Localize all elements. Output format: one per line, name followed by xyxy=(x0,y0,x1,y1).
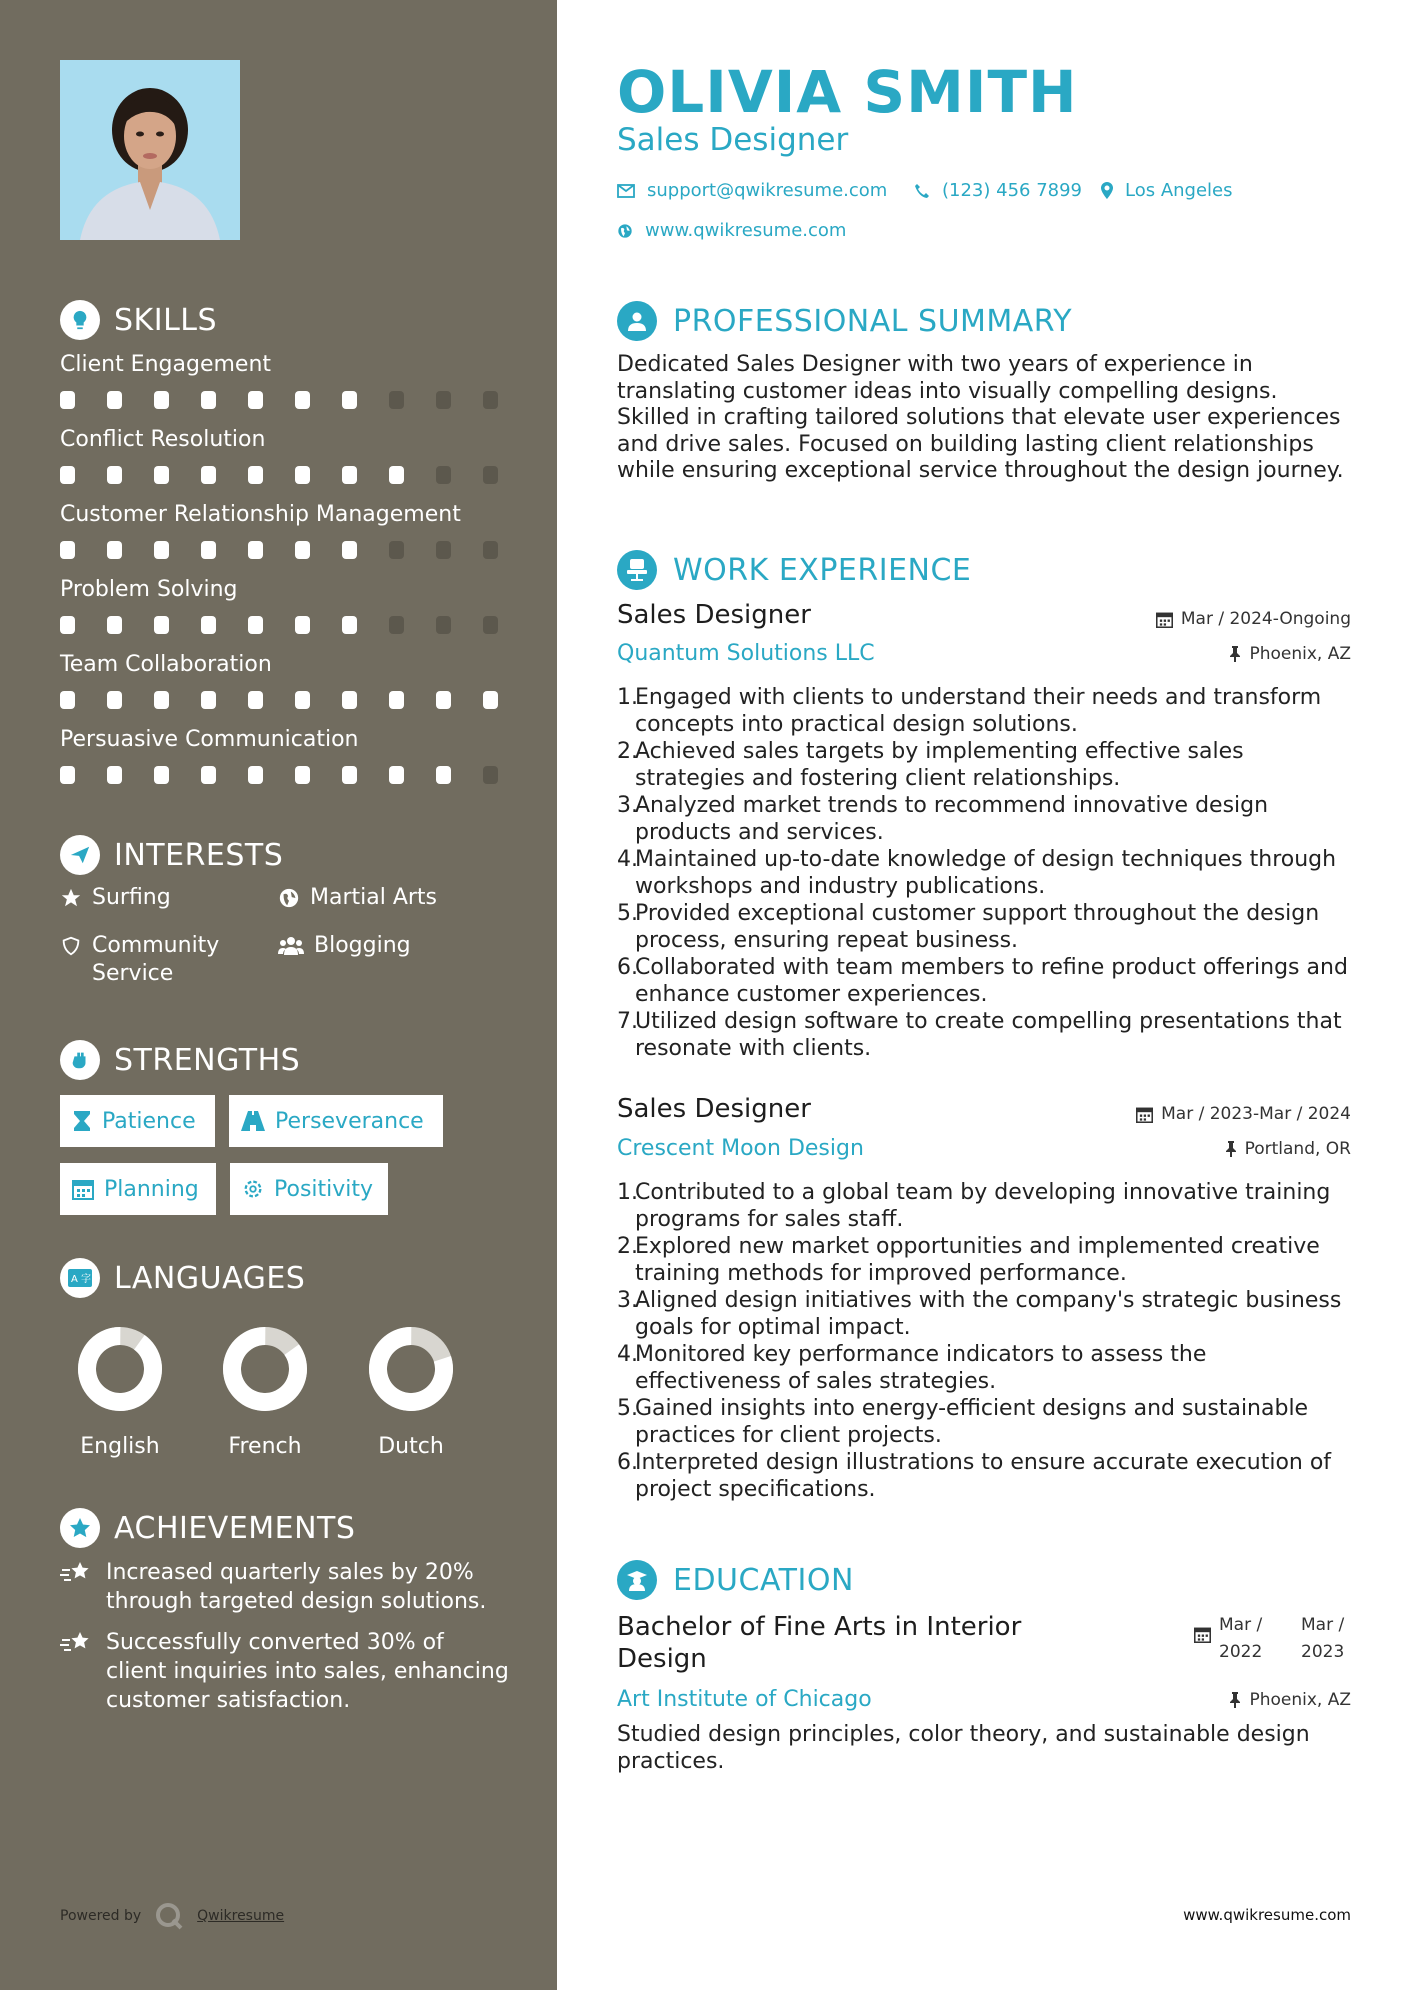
skill-dot xyxy=(154,616,169,634)
skill-dot xyxy=(107,466,122,484)
job-location: Portland, OR xyxy=(1225,1139,1351,1159)
strength-tag: Planning xyxy=(60,1163,216,1215)
school-name: Art Institute of Chicago xyxy=(617,1687,872,1712)
skill-name: Conflict Resolution xyxy=(60,427,266,452)
skill-dot xyxy=(436,541,451,559)
trophy-star-icon xyxy=(60,1508,100,1548)
skill-rating xyxy=(60,391,530,409)
skill-dot xyxy=(342,691,357,709)
profile-photo xyxy=(60,60,240,240)
globe-icon xyxy=(278,887,300,909)
bullet-number: 5. xyxy=(617,901,638,926)
skill-dot xyxy=(248,616,263,634)
bullet-text: Engaged with clients to understand their needs and transform concepts into practical design solutions. xyxy=(635,685,1322,737)
achievement-item: Increased quarterly sales by 20% through targeted design solutions. xyxy=(60,1558,510,1616)
bullet-number: 3. xyxy=(617,793,638,818)
bullet-text: Aligned design initiatives with the company's strategic business goals for optimal impact. xyxy=(635,1288,1342,1340)
skill-dot xyxy=(483,766,498,784)
bullet-text: Utilized design software to create compelling presentations that resonate with clients. xyxy=(635,1009,1342,1061)
skill-dot xyxy=(483,391,498,409)
skill-rating xyxy=(60,466,530,484)
skill-rating xyxy=(60,541,530,559)
chair-icon xyxy=(617,550,657,590)
bullet-number: 2. xyxy=(617,1234,638,1259)
bullet-text: Interpreted design illustrations to ensure accurate execution of project specifications. xyxy=(635,1450,1332,1502)
skill-dot xyxy=(60,691,75,709)
skill-dot xyxy=(483,466,498,484)
skill-dot xyxy=(389,391,404,409)
skill-dot xyxy=(342,466,357,484)
lightbulb-icon xyxy=(60,300,100,340)
map-marker-icon xyxy=(1101,182,1113,199)
language-level-ring xyxy=(368,1326,454,1412)
language-item: French xyxy=(205,1326,325,1459)
calendar-icon xyxy=(1156,611,1173,628)
calendar-icon xyxy=(1136,1106,1153,1123)
job-bullet xyxy=(617,1008,1351,1062)
skill-dot xyxy=(154,466,169,484)
language-ring-fill xyxy=(77,1326,163,1412)
interest-item: Martial Arts xyxy=(278,884,437,912)
strength-tag: Perseverance xyxy=(229,1095,443,1147)
skill-dot xyxy=(248,466,263,484)
skill-name: Problem Solving xyxy=(60,577,238,602)
job-bullet xyxy=(617,738,1351,792)
language-item: English xyxy=(60,1326,180,1459)
job-dates: Mar / 2024-Ongoing xyxy=(1156,609,1351,629)
envelope-icon xyxy=(617,184,635,198)
bullet-text: Maintained up-to-date knowledge of design techniques through workshops and industry publications. xyxy=(635,847,1337,899)
education-location: Phoenix, AZ xyxy=(1229,1690,1351,1710)
skill-dot xyxy=(107,766,122,784)
skill-dot xyxy=(60,391,75,409)
job-bullet xyxy=(617,846,1351,900)
skill-dot xyxy=(295,616,310,634)
skill-dot xyxy=(483,616,498,634)
skill-dot xyxy=(248,541,263,559)
skill-dot xyxy=(154,766,169,784)
svg-text:A: A xyxy=(71,1274,78,1285)
skill-dot xyxy=(60,466,75,484)
bullet-text: Gained insights into energy-efficient designs and sustainable practices for client projects. xyxy=(635,1396,1309,1448)
skill-dot xyxy=(60,766,75,784)
education-heading: EDUCATION xyxy=(617,1560,854,1600)
achievement-item: Successfully converted 30% of client inquiries into sales, enhancing customer satisfaction. xyxy=(60,1628,510,1715)
gear-icon xyxy=(242,1178,264,1200)
skill-dot xyxy=(107,391,122,409)
education-description: Studied design principles, color theory, and sustainable design practices. xyxy=(617,1722,1310,1774)
svg-text:字: 字 xyxy=(81,1274,91,1285)
skill-dot xyxy=(201,466,216,484)
contact-phone[interactable]: (123) 456 7899 xyxy=(914,180,1082,201)
languages-heading: A 字 LANGUAGES xyxy=(60,1258,305,1298)
skill-dot xyxy=(436,466,451,484)
job-location: Phoenix, AZ xyxy=(1229,644,1351,664)
language-level-ring xyxy=(77,1326,163,1412)
skill-rating xyxy=(60,616,530,634)
calendar-icon xyxy=(1194,1626,1211,1643)
skill-dot xyxy=(342,616,357,634)
skill-dot xyxy=(154,391,169,409)
skill-name: Customer Relationship Management xyxy=(60,502,461,527)
job-bullets xyxy=(617,1179,1351,1503)
bullet-number: 4. xyxy=(617,1342,638,1367)
bullet-number: 4. xyxy=(617,847,638,872)
skill-dot xyxy=(483,691,498,709)
candidate-name: OLIVIA SMITH xyxy=(617,58,1078,126)
bullet-text: Explored new market opportunities and implemented creative training methods for improved performance. xyxy=(635,1234,1320,1286)
users-icon xyxy=(278,935,304,957)
hourglass-icon xyxy=(72,1110,92,1132)
job-bullet xyxy=(617,900,1351,954)
language-level-ring xyxy=(222,1326,308,1412)
skill-rating xyxy=(60,766,530,784)
sidebar xyxy=(0,0,557,1990)
skill-dot xyxy=(201,391,216,409)
graduate-icon xyxy=(617,1560,657,1600)
bullet-text: Analyzed market trends to recommend innovative design products and services. xyxy=(635,793,1269,845)
skill-dot xyxy=(201,616,216,634)
skill-dot xyxy=(436,691,451,709)
star-icon xyxy=(60,887,82,909)
powered-by: Powered by Qwikresume xyxy=(60,1902,284,1930)
skill-dot xyxy=(389,616,404,634)
language-item: Dutch xyxy=(351,1326,471,1459)
road-icon xyxy=(241,1111,265,1131)
degree-title: Bachelor of Fine Arts in Interior Design xyxy=(617,1612,1022,1674)
skill-dot xyxy=(154,691,169,709)
job-bullet xyxy=(617,792,1351,846)
bullet-text: Collaborated with team members to refine product offerings and enhance customer experiences. xyxy=(635,955,1348,1007)
skill-dot xyxy=(295,766,310,784)
skill-dot xyxy=(60,616,75,634)
skill-dot xyxy=(389,541,404,559)
bullet-number: 2. xyxy=(617,739,638,764)
candidate-role: Sales Designer xyxy=(617,122,849,158)
bullet-text: Contributed to a global team by developing innovative training programs for sales staff. xyxy=(635,1180,1331,1232)
skill-name: Client Engagement xyxy=(60,352,272,377)
skill-dot xyxy=(201,691,216,709)
contact-location: Los Angeles xyxy=(1101,180,1233,201)
job-bullets xyxy=(617,684,1351,1062)
skill-rating xyxy=(60,691,530,709)
job-dates: Mar / 2023-Mar / 2024 xyxy=(1136,1104,1351,1124)
job-bullet xyxy=(617,684,1351,738)
job-bullet xyxy=(617,1449,1351,1503)
achievements-heading: ACHIEVEMENTS xyxy=(60,1508,355,1548)
qwikresume-logo-icon xyxy=(155,1902,183,1930)
bullet-number: 6. xyxy=(617,1450,638,1475)
qwikresume-link[interactable]: Qwikresume xyxy=(197,1908,285,1924)
strength-tag: Positivity xyxy=(230,1163,388,1215)
summary-heading: PROFESSIONAL SUMMARY xyxy=(617,301,1072,341)
skill-name: Persuasive Communication xyxy=(60,727,359,752)
skill-dot xyxy=(295,541,310,559)
interest-item: Community Service xyxy=(60,932,250,988)
skill-dot xyxy=(248,766,263,784)
bullet-text: Achieved sales targets by implementing effective sales strategies and fostering client relationships. xyxy=(635,739,1244,791)
job-title: Sales Designer xyxy=(617,1094,811,1124)
phone-icon xyxy=(914,183,930,199)
footer-website[interactable]: www.qwikresume.com xyxy=(1183,1906,1351,1924)
bullet-number: 1. xyxy=(617,1180,638,1205)
bullet-number: 6. xyxy=(617,955,638,980)
user-icon xyxy=(617,301,657,341)
experience-heading: WORK EXPERIENCE xyxy=(617,550,971,590)
job-bullet xyxy=(617,1233,1351,1287)
job-bullet xyxy=(617,954,1351,1008)
pushpin-icon xyxy=(1229,1692,1241,1708)
skill-dot xyxy=(107,541,122,559)
skill-dot xyxy=(154,541,169,559)
skill-dot xyxy=(389,466,404,484)
language-ring-fill xyxy=(222,1326,308,1412)
language-icon xyxy=(60,1258,100,1298)
globe-icon xyxy=(617,223,633,239)
skill-name: Team Collaboration xyxy=(60,652,272,677)
skill-dot xyxy=(60,541,75,559)
skill-dot xyxy=(201,766,216,784)
summary-text: Dedicated Sales Designer with two years of experience in translating customer ideas into visually compelling designs. Skilled in crafting tailored solutions that elevate user experiences and drive sales. Focused on building lasting client relationships while ensuring exceptional service throughout the design journey. xyxy=(617,352,1344,483)
skill-dot xyxy=(107,616,122,634)
skill-dot xyxy=(436,766,451,784)
skill-dot xyxy=(295,466,310,484)
contact-email[interactable]: support@qwikresume.com xyxy=(617,180,887,201)
shooting-star-icon xyxy=(60,1560,92,1586)
job-bullet xyxy=(617,1341,1351,1395)
strength-tag: Patience xyxy=(60,1095,215,1147)
pushpin-icon xyxy=(1229,646,1241,662)
bullet-number: 7. xyxy=(617,1009,638,1034)
skill-dot xyxy=(342,541,357,559)
skill-dot xyxy=(248,691,263,709)
shield-icon xyxy=(60,935,82,957)
interest-item: Surfing xyxy=(60,884,171,912)
paper-plane-icon xyxy=(60,835,100,875)
job-bullet xyxy=(617,1395,1351,1449)
interest-item: Blogging xyxy=(278,932,411,960)
job-bullet xyxy=(617,1287,1351,1341)
education-dates: Mar / 2022 Mar / 2023 xyxy=(1194,1612,1351,1666)
calendar-icon xyxy=(72,1178,94,1200)
bullet-number: 1. xyxy=(617,685,638,710)
interests-heading: INTERESTS xyxy=(60,835,283,875)
skill-dot xyxy=(389,691,404,709)
skill-dot xyxy=(436,391,451,409)
skill-dot xyxy=(436,616,451,634)
skill-dot xyxy=(483,541,498,559)
skill-dot xyxy=(342,766,357,784)
bullet-text: Monitored key performance indicators to assess the effectiveness of sales strategies. xyxy=(635,1342,1207,1394)
strengths-heading: STRENGTHS xyxy=(60,1040,300,1080)
skills-heading: SKILLS xyxy=(60,300,217,340)
bullet-text: Provided exceptional customer support throughout the design process, ensuring repeat business. xyxy=(635,901,1320,953)
job-bullet xyxy=(617,1179,1351,1233)
fist-icon xyxy=(60,1040,100,1080)
contact-website[interactable]: www.qwikresume.com xyxy=(617,220,846,241)
job-company: Quantum Solutions LLC xyxy=(617,641,875,666)
bullet-number: 5. xyxy=(617,1396,638,1421)
bullet-number: 3. xyxy=(617,1288,638,1313)
skill-dot xyxy=(295,691,310,709)
skill-dot xyxy=(295,391,310,409)
job-title: Sales Designer xyxy=(617,600,811,630)
pushpin-icon xyxy=(1225,1141,1237,1157)
shooting-star-icon xyxy=(60,1630,92,1656)
skill-dot xyxy=(248,391,263,409)
skill-dot xyxy=(107,691,122,709)
skill-dot xyxy=(342,391,357,409)
skill-dot xyxy=(389,766,404,784)
skill-dot xyxy=(201,541,216,559)
job-company: Crescent Moon Design xyxy=(617,1136,864,1161)
